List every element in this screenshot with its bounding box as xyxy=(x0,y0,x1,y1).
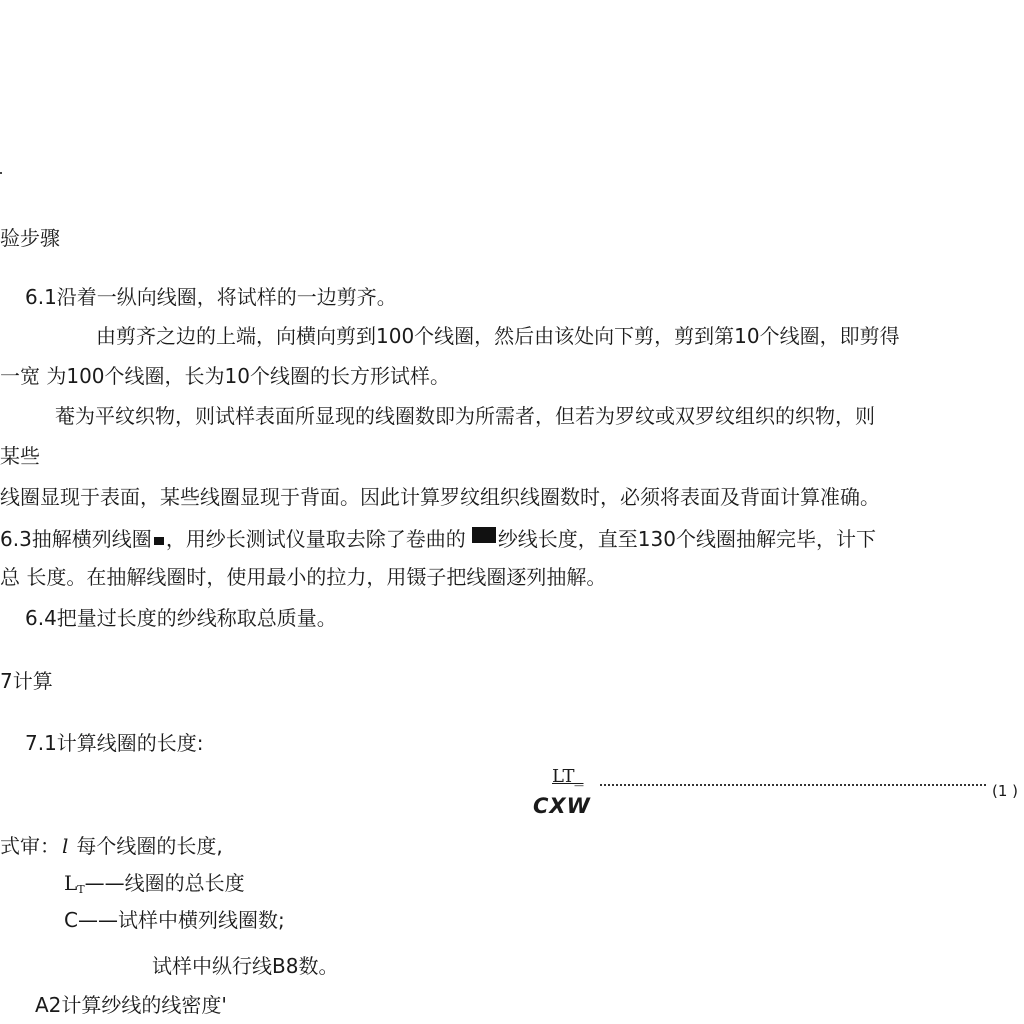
step-6-1-continued: 由剪齐之边的上端，向横向剪到100个线圈，然后由该处向下剪，剪到第10个线圈，即剪得 xyxy=(96,324,900,348)
lt-definition: ——线圈的总长度 xyxy=(84,871,245,895)
step-6-3-text-start: 6.3抽解横列线圈 xyxy=(0,527,152,551)
step-6-2-line-1: 菴为平纹织物，则试样表面所显现的线圈数即为所需者，但若为罗纹或双罗纹组织的织物，则 xyxy=(55,404,875,428)
step-6-1: 6.1沿着一纵向线圈，将试样的一边剪齐。 xyxy=(25,285,397,309)
formula-number: (1 ) xyxy=(992,782,1019,800)
step-6-4: 6.4把量过长度的纱线称取总质量。 xyxy=(25,606,337,630)
step-6-2-line-3: 线圈显现于表面，某些线圈显现于背面。因此计算罗纹组织线圈数时，必须将表面及背面计算准确。 xyxy=(0,485,880,509)
definition-c: C——试样中横列线圈数; xyxy=(64,908,285,932)
scan-artifact-small xyxy=(154,537,164,545)
definition-w: 试样中纵行线B8数。 xyxy=(152,954,339,978)
step-6-3 xyxy=(0,527,876,549)
step-6-3-text-middle: ，用纱长测试仪量取去除了卷曲的 xyxy=(165,527,466,551)
margin-dot xyxy=(0,172,2,174)
formula-denominator: CXW xyxy=(533,794,591,818)
where-text: 每个线圈的长度, xyxy=(76,834,223,858)
section-heading-steps: 验步骤 xyxy=(0,226,60,250)
step-7-1: 7.1计算线圈的长度: xyxy=(25,731,204,755)
step-6-3-continued: 总 长度。在抽解线圈时，使用最小的拉力，用镊子把线圈逐列抽解。 xyxy=(0,565,607,589)
step-6-2-line-2: 某些 xyxy=(0,444,40,468)
where-lead: 式审： xyxy=(0,834,60,858)
definition-lt xyxy=(64,873,245,895)
step-7-2: A2计算纱线的线密度' xyxy=(35,993,227,1017)
lt-symbol: L xyxy=(64,871,78,895)
formula-numerator: LT_ xyxy=(552,766,584,787)
step-6-3-text-end: 纱线长度，直至130个线圈抽解完毕，计下 xyxy=(497,527,876,551)
step-6-1-end: 一宽 为100个线圈，长为10个线圈的长方形试样。 xyxy=(0,364,450,388)
formula-leader-dots xyxy=(600,784,986,786)
section-heading-calc: 7计算 xyxy=(0,669,53,693)
where-line xyxy=(0,836,223,856)
lt-subscript: T xyxy=(77,883,85,896)
where-symbol: l xyxy=(62,834,69,858)
scan-artifact-block xyxy=(470,527,496,543)
